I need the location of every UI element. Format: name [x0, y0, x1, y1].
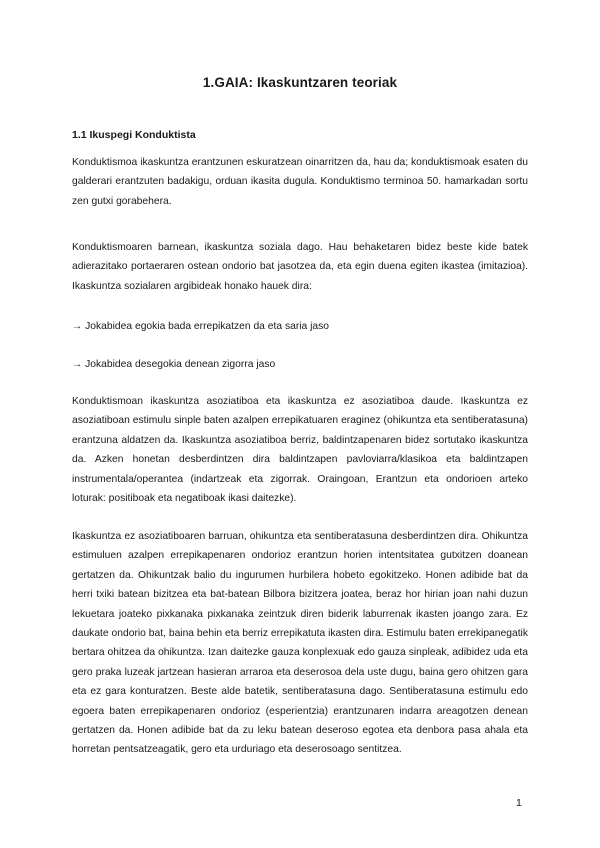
list-item-punishment: → Jokabidea desegokia denean zigorra jaso	[72, 359, 276, 370]
paragraph-non-associative-learning: Ikaskuntza ez asoziatiboaren barruan, ohikuntza eta sentiberatasuna desberdintzen dira. Ohikuntza estimuluen azalpen errepikapenaren ondorioz erantzun horien intentsitatea gutxitzen doanean gertatzen da. Ohikuntzak balio du ingurumen hurbilera hobeto egokitzeko. Honen adibide bat da herri txiki batean bizitzea eta bat-batean Bilbora bizitzera joatea, beraz hor hirian joan nahi duzun lekuetara joateko pixkanaka pixkanaka zeintzuk diren biderik laburrenak ikasten joango zara. Ez daukate ondorio bat, baina behin eta berriz errepikatuta ikasten dira. Estimulu baten errekipanegatik bertara ohitzea da ohikuntza. Izan daitezke gauza konplexuak edo gauza sinpleak, adibidez uda eta gero praka luzeak jartzean hasieran arraroa eta deserosoa dela uste dugu, baina gero ohitzen gara eta ez gara konturatzen. Beste alde batetik, sentiberatasuna dago. Sentiberatasuna estimulu edo egoera baten errepikapenaren ondorioz (esperientzia) erantzunaren indarra areagotzen denean gertatzen da. Honen adibide bat da zu leku batean deseroso egotea eta denbora pasa ahala eta horretan pentsatzeagatik, gero eta urduriago eta deserosoago sentitzea.	[72, 531, 528, 756]
page-number: 1	[516, 797, 522, 809]
paragraph-associative-learning: Konduktismoan ikaskuntza asoziatiboa eta ikaskuntza ez asoziatiboa daude. Ikaskuntza ez asoziatiboan estimulu sinple baten azalpen errepikatuaren eraginez (ohikuntza eta sentiberatasuna) erantzuna aldatzen da. Ikaskuntza asoziatiboa berriz, baldintzapenaren bidez sortutako ikaskuntza da. Azken honetan desberdintzen dira baldintzapen pavloviarra/klasikoa eta baldintzapen instrumentala/operantea (indartzeak eta zigorrak. Oraingoan, Erantzun eta ondorioen arteko loturak: positiboak eta negatiboak ikasi daitezke).	[72, 396, 528, 505]
page-title: 1.GAIA: Ikaskuntzaren teoriak	[202, 75, 398, 90]
list-item-reward: → Jokabidea egokia bada errepikatzen da eta saria jaso	[72, 321, 330, 332]
section-heading: 1.1 Ikuspegi Konduktista	[72, 129, 196, 141]
paragraph-social-learning: Konduktismoaren barnean, ikaskuntza soziala dago. Hau behaketaren bidez beste kide batek adierazitako portaeraren ostean ondorio bat jasotzea da, eta egin duena egiten ikastea (imitazioa). Ikaskuntza sozialaren argibideak honako hauek dira:	[72, 242, 528, 292]
paragraph-intro: Konduktismoa ikaskuntza erantzunen eskuratzean oinarritzen da, hau da; konduktismoak esaten du galderari erantzuten badakigu, orduan ikasita dugula. Konduktismo terminoa 50. hamarkadan sortu zen gutxi gorabehera.	[72, 157, 528, 207]
